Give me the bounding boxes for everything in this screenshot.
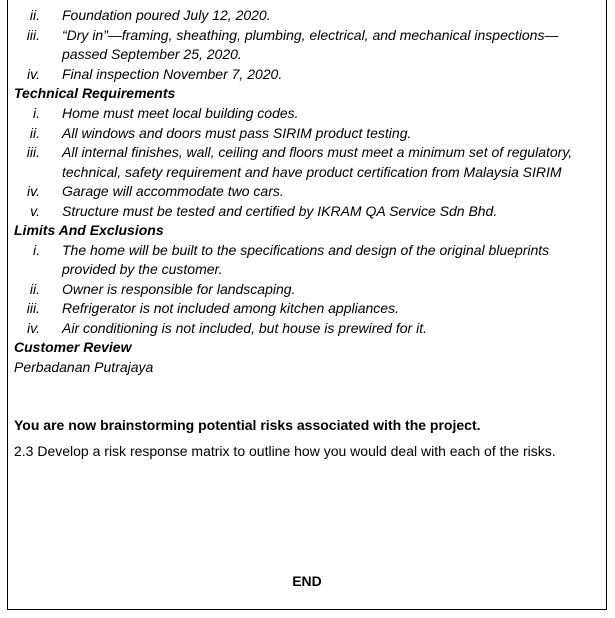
list-number: ii.	[29, 125, 40, 141]
list-text: All internal finishes, wall, ceiling and floors must meet a minimum set of regulatory,	[62, 144, 573, 160]
list-number: iii.	[26, 300, 40, 316]
list-number: iv.	[27, 183, 40, 199]
list-text-continuation: technical, safety requirement and have product certification from Malaysia SIRIM	[62, 164, 562, 180]
list-text: Refrigerator is not included among kitchen appliances.	[62, 300, 399, 316]
list-text: Foundation poured July 12, 2020.	[62, 7, 271, 23]
question-text: 2.3 Develop a risk response matrix to outline how you would deal with each of the risks.	[14, 443, 556, 459]
list-number: iii.	[26, 27, 40, 43]
section-heading-technical: Technical Requirements	[14, 85, 176, 101]
list-number: iii.	[26, 144, 40, 160]
list-text: Final inspection November 7, 2020.	[62, 66, 283, 82]
list-text: Home must meet local building codes.	[62, 105, 299, 121]
list-number: iv.	[27, 66, 40, 82]
list-text: The home will be built to the specifications and design of the original blueprints	[62, 242, 550, 258]
list-number: ii.	[29, 7, 40, 23]
list-number: i.	[33, 105, 40, 121]
list-text: All windows and doors must pass SIRIM product testing.	[62, 125, 412, 141]
document-frame	[7, 0, 607, 610]
list-number: i.	[33, 242, 40, 258]
list-text-continuation: provided by the customer.	[62, 261, 223, 277]
list-number: ii.	[29, 281, 40, 297]
list-text: Structure must be tested and certified by IKRAM QA Service Sdn Bhd.	[62, 203, 498, 219]
end-marker: END	[292, 573, 322, 589]
list-text: “Dry in”—framing, sheathing, plumbing, electrical, and mechanical inspections—	[62, 27, 559, 43]
prompt-text: You are now brainstorming potential risks associated with the project.	[14, 417, 481, 433]
list-number: iv.	[27, 320, 40, 336]
list-text: Owner is responsible for landscaping.	[62, 281, 296, 297]
list-text: Air conditioning is not included, but house is prewired for it.	[62, 320, 427, 336]
section-heading-review: Customer Review	[14, 339, 132, 355]
review-text: Perbadanan Putrajaya	[14, 359, 154, 375]
list-text: Garage will accommodate two cars.	[62, 183, 284, 199]
list-text-continuation: passed September 25, 2020.	[62, 46, 242, 62]
list-number: v.	[30, 203, 40, 219]
section-heading-limits: Limits And Exclusions	[14, 222, 164, 238]
